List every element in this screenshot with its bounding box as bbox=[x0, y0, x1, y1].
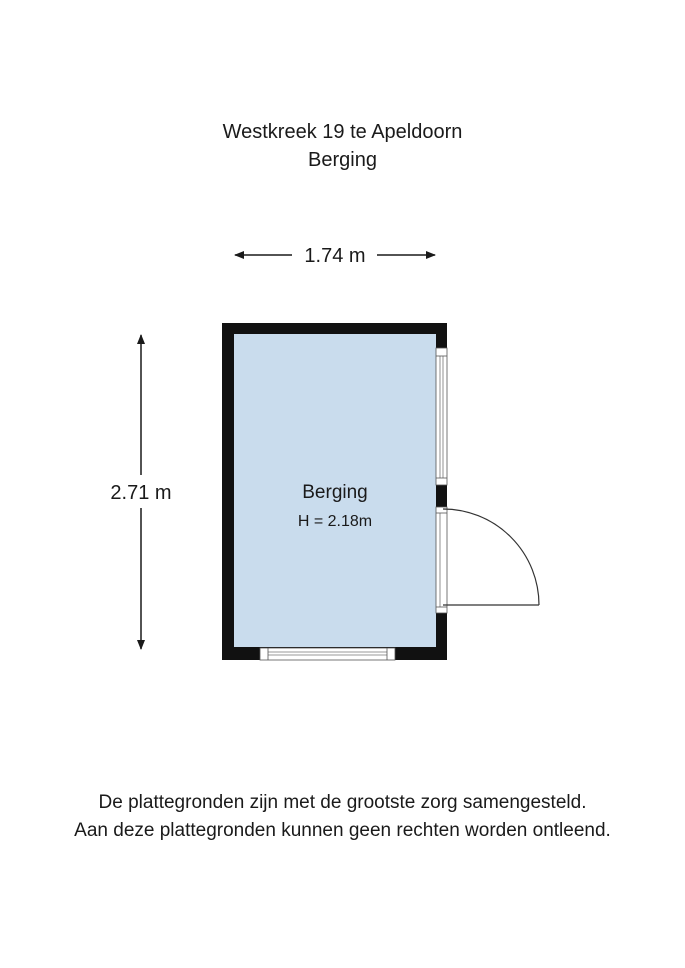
room-name: Berging bbox=[302, 482, 368, 503]
length-label: 2.71 m bbox=[110, 482, 172, 504]
disclaimer-line-2: Aan deze plattegronden kunnen geen rechten worden ontleend. bbox=[74, 820, 611, 841]
door bbox=[436, 507, 539, 613]
width-label: 1.74 m bbox=[304, 245, 366, 267]
width-dimension bbox=[235, 245, 435, 267]
room-height: H = 2.18m bbox=[297, 513, 373, 530]
disclaimer-line-1: De plattegronden zijn met de grootste zorg samengesteld. bbox=[98, 792, 587, 813]
window-bottom bbox=[260, 648, 395, 660]
plan-address-title: Westkreek 19 te Apeldoorn bbox=[222, 121, 463, 143]
length-dimension bbox=[110, 335, 171, 649]
plan-floor-title: Berging bbox=[308, 149, 377, 171]
door-swing-arc bbox=[443, 509, 539, 605]
window-right bbox=[436, 348, 447, 485]
